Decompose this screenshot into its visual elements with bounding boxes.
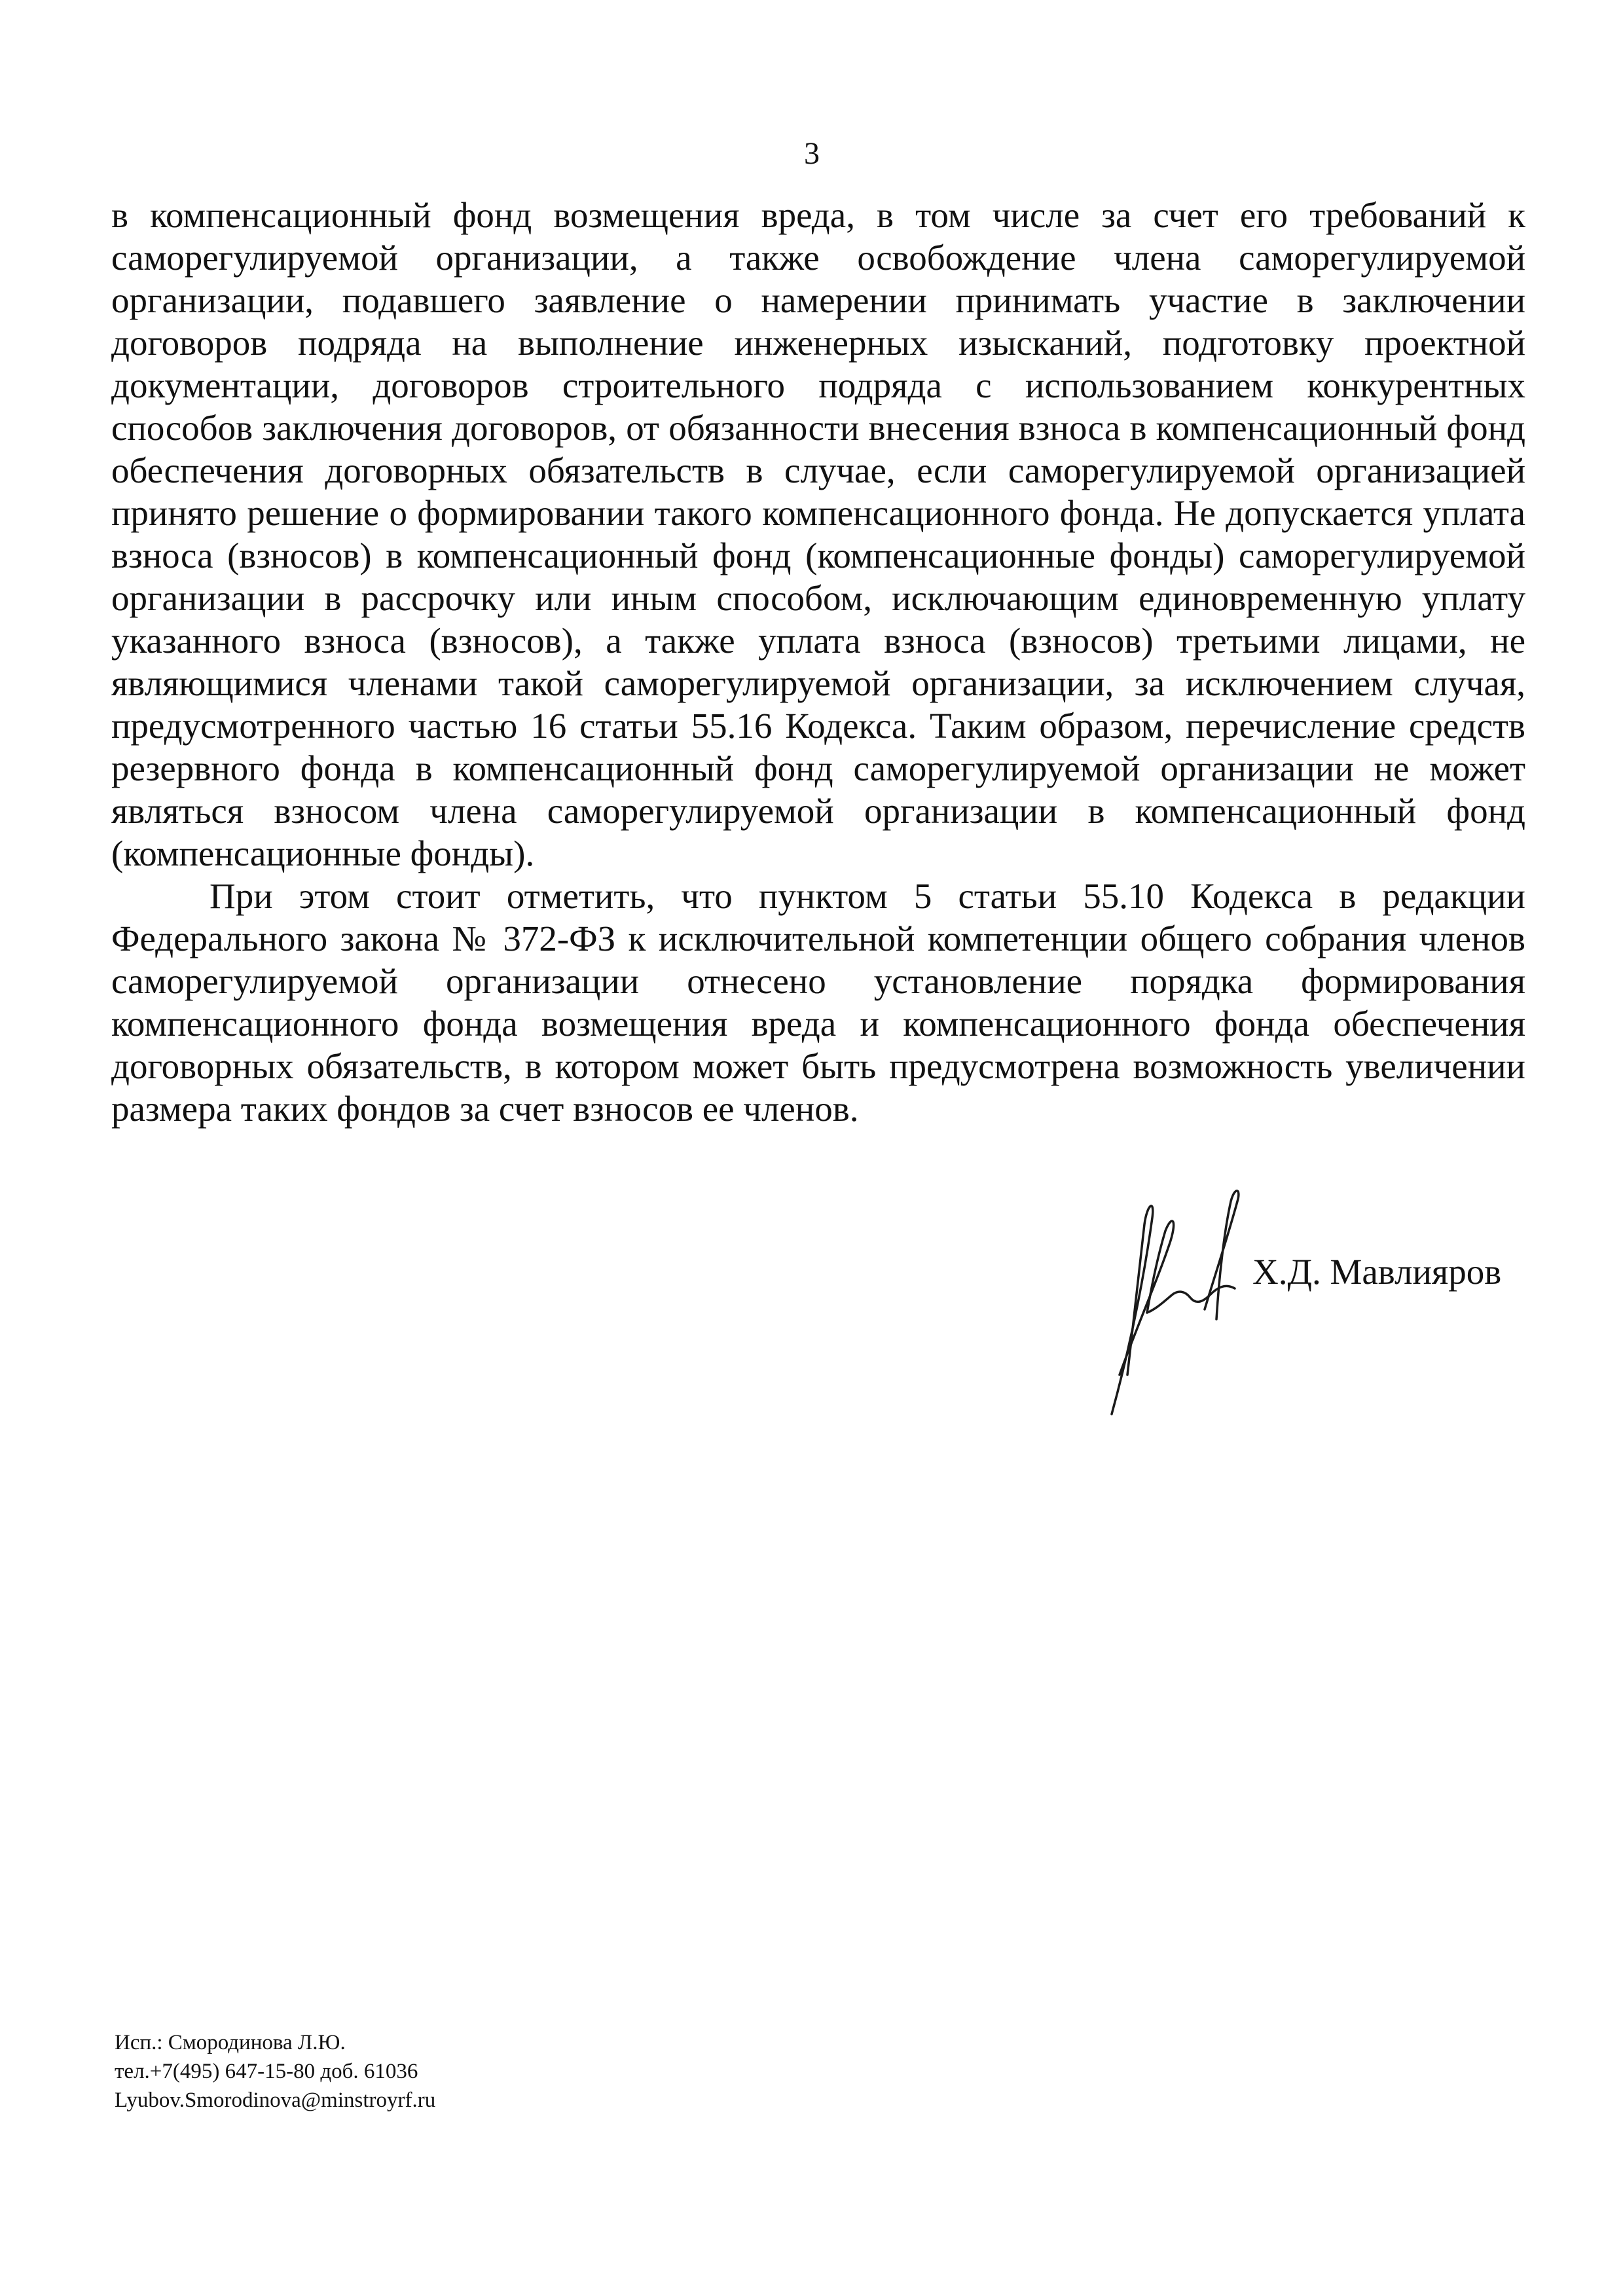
signer-name: Х.Д. Мавлияров — [1252, 1252, 1502, 1292]
paragraph-continuation: в компенсационный фонд возмещения вреда, в том числе за счет его требований к саморегулируемой организации, а также освобождение члена саморегулируемой организации, подавшего заявление о намерении принимать участие в заключении договоров подряда на выполнение инженерных изысканий, подготовку проектной документации, договоров строительного подряда с использованием конкурентных способов заключения договоров, от обязанности внесения взноса в компенсационный фонд обеспечения договорных обязательств в случае, если саморегулируемой организацией принято решение о формировании такого компенсационного фонда. Не допускается уплата взноса (взносов) в компенсационный фонд (компенсационные фонды) саморегулируемой организации в рассрочку или иным способом, исключающим единовременную уплату указанного взноса (взносов), а также уплата взноса (взносов) третьими лицами, не являющимися членами такой саморегулируемой организации, за исключением случая, предусмотренного частью 16 статьи 55.16 Кодекса. Таким образом, перечисление средств резервного фонда в компенсационный фонд саморегулируемой организации не может являться взносом члена саморегулируемой организации в компенсационный фонд (компенсационные фонды). — [111, 195, 1525, 873]
executor-email: Lyubov.Smorodinova@minstroyrf.ru — [115, 2088, 436, 2112]
page-number: 3 — [804, 136, 820, 171]
executor-phone: тел.+7(495) 647-15-80 доб. 61036 — [115, 2060, 418, 2083]
paragraph-note: При этом стоит отметить, что пунктом 5 статьи 55.10 Кодекса в редакции Федерального закона № 372-ФЗ к исключительной компетенции общего собрания членов саморегулируемой организации отнесено установление порядка формирования компенсационного фонда возмещения вреда и компенсационного фонда обеспечения договорных обязательств, в котором может быть предусмотрена возможность увеличении размера таких фондов за счет взносов ее членов. — [111, 876, 1525, 1129]
letter-body — [111, 194, 1525, 1130]
handwritten-signature — [1074, 1178, 1270, 1427]
signature-block — [1074, 1178, 1545, 1427]
executor-contacts — [115, 2028, 435, 2115]
executor-name: Исп.: Смородинова Л.Ю. — [115, 2031, 346, 2054]
